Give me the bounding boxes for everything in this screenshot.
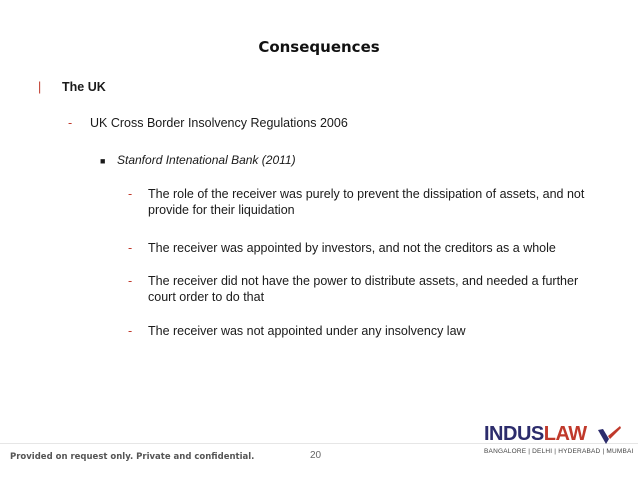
list-item	[128, 273, 598, 305]
dash-marker: -	[128, 324, 133, 338]
list-item	[128, 186, 598, 218]
dash-marker: -	[128, 274, 133, 288]
list-item-text: The receiver was not appointed under any insolvency law	[148, 324, 466, 338]
dash-marker: -	[128, 187, 133, 201]
bullet-text: Stanford Intenational Bank (2011)	[117, 153, 296, 167]
list-item-text: The role of the receiver was purely to prevent the dissipation of assets, and not provide for their liquidation	[148, 187, 585, 217]
slide-title: Consequences	[258, 38, 380, 56]
list-item-text: The receiver was appointed by investors, and not the creditors as a whole	[148, 241, 556, 255]
logo-law: LAW	[543, 423, 587, 445]
bullet-level2	[68, 116, 348, 130]
bullet-marker: |	[38, 80, 42, 94]
bullet-text: The UK	[62, 80, 106, 94]
dash-marker: -	[128, 241, 133, 255]
list-item-text: The receiver did not have the power to distribute assets, and needed a further court order to do that	[148, 274, 579, 304]
bullet-level1	[38, 80, 106, 94]
logo-indus: INDUS	[484, 423, 544, 445]
footer-note: Provided on request only. Private and confidential.	[10, 452, 255, 462]
list-item	[128, 323, 598, 339]
logo-mark-icon	[596, 424, 622, 446]
page-number: 20	[310, 450, 322, 461]
logo-cities: BANGALORE | DELHI | HYDERABAD | MUMBAI	[484, 448, 634, 455]
list-item	[128, 240, 598, 256]
square-bullet-icon: ■	[100, 156, 106, 166]
bullet-level3	[100, 153, 296, 167]
dash-marker: -	[68, 116, 73, 130]
bullet-text: UK Cross Border Insolvency Regulations 2006	[90, 116, 348, 130]
